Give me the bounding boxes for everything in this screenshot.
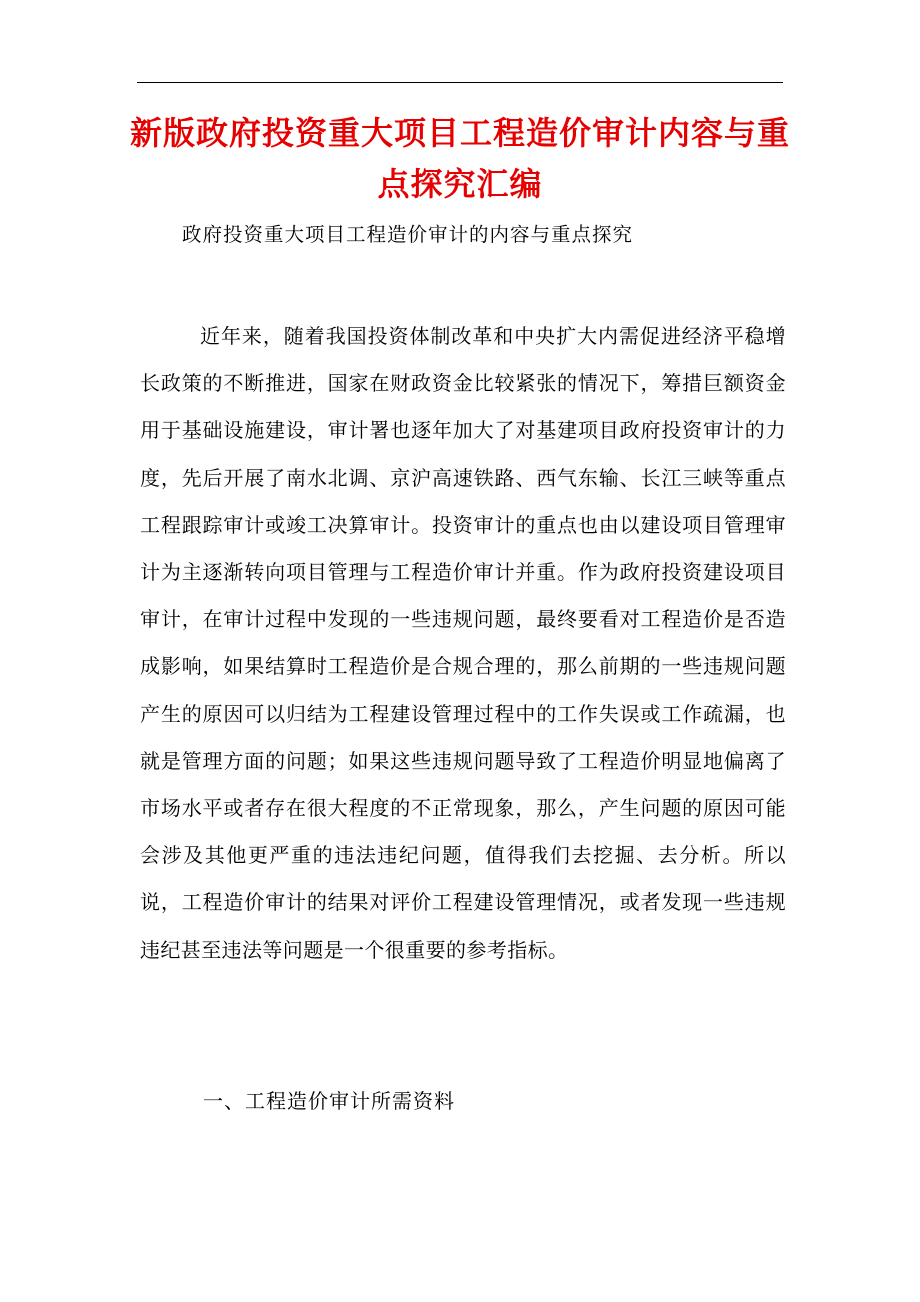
body-paragraph: 近年来，随着我国投资体制改革和中央扩大内需促进经济平稳增长政策的不断推进，国家在财政资金比较紧张的情况下，筹措巨额资金用于基础设施建设，审计署也逐年加大了对基建项目政府投资审计的力度，先后开展了南水北调、京沪高速铁路、西气东输、长江三峡等重点工程跟踪审计或竣工决算审计。投资审计的重点也由以建设项目管理审计为主逐渐转向项目管理与工程造价审计并重。作为政府投资建设项目审计，在审计过程中发现的一些违规问题，最终要看对工程造价是否造成影响，如果结算时工程造价是合规合理的，那么前期的一些违规问题产生的原因可以归结为工程建设管理过程中的工作失误或工作疏漏，也就是管理方面的问题；如果这些违规问题导致了工程造价明显地偏离了市场水平或者存在很大程度的不正常现象，那么，产生问题的原因可能会涉及其他更严重的违法违纪问题，值得我们去挖掘、去分析。所以说，工程造价审计的结果对评价工程建设管理情况，或者发现一些违规违纪甚至违法等问题是一个很重要的参考指标。 xyxy=(140,324,786,962)
section-heading: 一、工程造价审计所需资料 xyxy=(203,1089,455,1113)
document-title: 新版政府投资重大项目工程造价审计内容与重点探究汇编 xyxy=(130,114,791,203)
document-subtitle: 政府投资重大项目工程造价审计的内容与重点探究 xyxy=(182,223,634,246)
header-rule xyxy=(137,82,783,83)
